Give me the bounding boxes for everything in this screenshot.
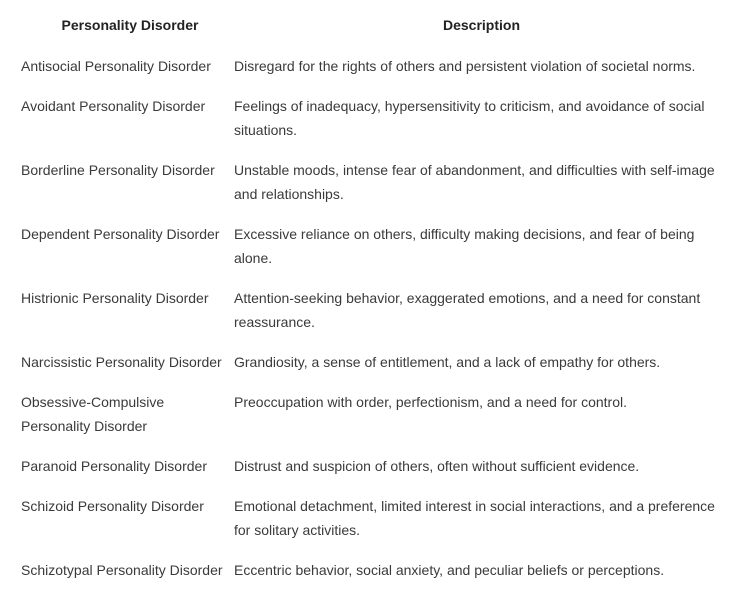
disorder-description: Disregard for the rights of others and persistent violation of societal norms. [234, 58, 696, 74]
disorder-description: Unstable moods, intense fear of abandonment, and difficulties with self-image and relationships. [234, 162, 715, 202]
table-row [0, 218, 743, 282]
table-row [0, 90, 743, 154]
table-row [0, 50, 743, 90]
disorder-description: Emotional detachment, limited interest in social interactions, and a preference for solitary activities. [234, 498, 715, 538]
table-header-row [0, 0, 743, 50]
disorder-name: Narcissistic Personality Disorder [21, 354, 222, 370]
disorder-name: Obsessive-Compulsive Personality Disorder [21, 394, 165, 434]
disorder-description: Attention-seeking behavior, exaggerated emotions, and a need for constant reassurance. [234, 290, 701, 330]
disorder-name: Histrionic Personality Disorder [21, 290, 209, 306]
table-row [0, 154, 743, 218]
disorder-description: Grandiosity, a sense of entitlement, and a lack of empathy for others. [234, 354, 661, 370]
table-row [0, 346, 743, 386]
disorder-name: Borderline Personality Disorder [21, 162, 215, 178]
disorder-name: Paranoid Personality Disorder [21, 458, 207, 474]
disorder-name: Dependent Personality Disorder [21, 226, 220, 242]
disorder-name: Schizotypal Personality Disorder [21, 562, 223, 578]
disorder-description: Eccentric behavior, social anxiety, and peculiar beliefs or perceptions. [234, 562, 665, 578]
table-row [0, 282, 743, 346]
disorder-name: Schizoid Personality Disorder [21, 498, 204, 514]
disorder-name: Antisocial Personality Disorder [21, 58, 211, 74]
table-row [0, 490, 743, 554]
table-row [0, 450, 743, 490]
disorder-description: Preoccupation with order, perfectionism, and a need for control. [234, 394, 627, 410]
header-description: Description [442, 17, 520, 33]
table-row [0, 386, 743, 450]
disorder-description: Feelings of inadequacy, hypersensitivity to criticism, and avoidance of social situations. [234, 98, 705, 138]
disorder-description: Distrust and suspicion of others, often without sufficient evidence. [234, 458, 640, 474]
table-row [0, 554, 743, 594]
disorder-description: Excessive reliance on others, difficulty making decisions, and fear of being alone. [234, 226, 695, 266]
header-personality-disorder: Personality Disorder [61, 17, 199, 33]
disorder-name: Avoidant Personality Disorder [21, 98, 206, 114]
